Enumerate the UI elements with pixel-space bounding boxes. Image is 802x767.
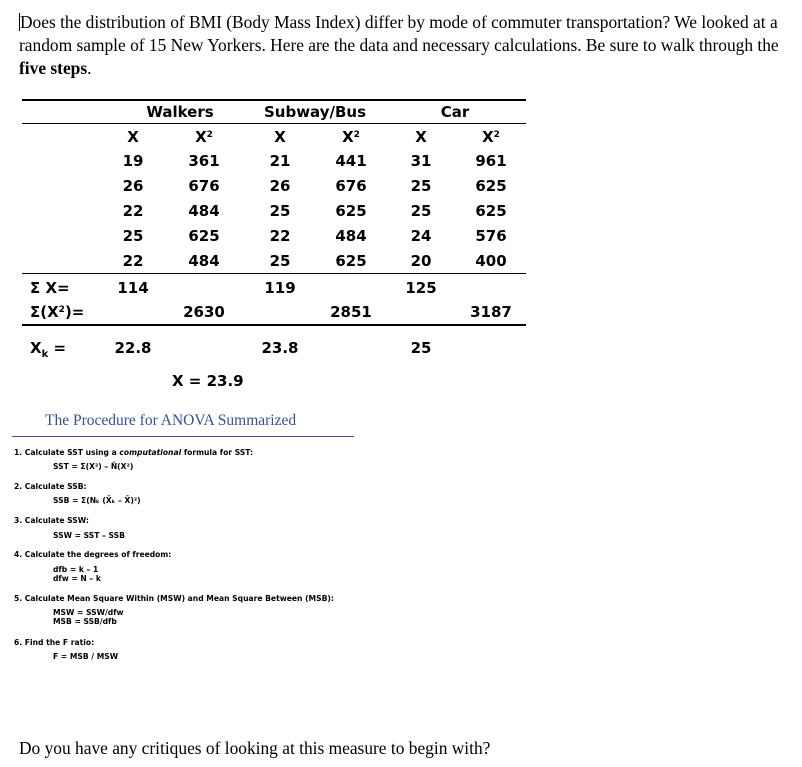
- step-2: 2. Calculate SSB:: [14, 482, 87, 491]
- intro-text: Does the distribution of BMI (Body Mass Index) differ by mode of commuter transportation? We looked at a random sample of 15 New Yorkers. Here are the data and necessary calculations. Be sure to walk through the: [19, 12, 779, 55]
- table-cell: 576: [475, 227, 507, 245]
- formula-ssb: SSB = Σ(Nₖ (X̄ₖ – X̄)²): [53, 496, 141, 505]
- table-cell: 25: [269, 252, 291, 270]
- formula-msb: MSB = SSB/dfb: [53, 617, 117, 626]
- table-cell: 19: [122, 152, 144, 170]
- table-cell: 22: [269, 227, 291, 245]
- sum-x2-walkers: 2630: [183, 303, 225, 321]
- table-cell: 26: [122, 177, 144, 195]
- table-cell: 31: [410, 152, 432, 170]
- intro-bold: five steps: [19, 58, 88, 78]
- table-cell: 20: [410, 252, 432, 270]
- sum-x2-label: $\Sigma(X^2)=$: [30, 303, 85, 321]
- table-cell: 25: [410, 177, 432, 195]
- intro-end: .: [87, 58, 92, 78]
- sum-x2-subway-bus: 2851: [330, 303, 372, 321]
- table-cell: 625: [475, 177, 507, 195]
- col-header-x: X: [274, 128, 286, 146]
- procedure-divider: [12, 436, 354, 437]
- formula-dfb: dfb = k – 1: [53, 565, 99, 574]
- table-cell: 676: [188, 177, 220, 195]
- formula-f-ratio: F = MSB / MSW: [53, 652, 119, 661]
- col-header-x: X: [127, 128, 139, 146]
- formula-ssw: SSW = SST – SSB: [53, 531, 125, 540]
- table-cell: 22: [122, 202, 144, 220]
- table-cell: 441: [335, 152, 367, 170]
- table-cell: 25: [122, 227, 144, 245]
- formula-msw: MSW = SSW/dfw: [53, 608, 124, 617]
- table-cell: 484: [335, 227, 367, 245]
- group-header-walkers: Walkers: [146, 103, 214, 121]
- formula-dfw: dfw = N – k: [53, 574, 101, 583]
- table-cell: 484: [188, 252, 220, 270]
- table-top-rule: [22, 99, 526, 101]
- grand-mean: X = 23.9: [172, 372, 244, 390]
- step-4: 4. Calculate the degrees of freedom:: [14, 550, 172, 559]
- step-1: 1. Calculate SST using a computational formula for SST:: [14, 448, 254, 457]
- sum-x-car: 125: [405, 279, 437, 297]
- group-header-subway-bus: Subway/Bus: [263, 103, 367, 121]
- table-body-rule: [22, 273, 526, 274]
- sum-x-walkers: 114: [117, 279, 149, 297]
- procedure-title: The Procedure for ANOVA Summarized: [45, 412, 297, 429]
- table-cell: 361: [188, 152, 220, 170]
- table-bottom-rule: [22, 324, 526, 326]
- mean-label: $X_k$ =: [30, 339, 67, 360]
- mean-walkers: 22.8: [114, 339, 152, 357]
- table-cell: 25: [269, 202, 291, 220]
- step-5: 5. Calculate Mean Square Within (MSW) and Mean Square Between (MSB):: [14, 594, 334, 603]
- step-6: 6. Find the F ratio:: [14, 638, 95, 647]
- table-cell: 484: [188, 202, 220, 220]
- intro-paragraph: [19, 11, 794, 80]
- mean-car: 25: [410, 339, 432, 357]
- col-header-x2: $X^2$: [342, 128, 360, 146]
- group-header-car: Car: [440, 103, 470, 121]
- table-cell: 625: [475, 202, 507, 220]
- table-cell: 625: [335, 252, 367, 270]
- formula-sst: SST = Σ(X²) – Ñ(X²): [53, 462, 134, 471]
- table-cell: 22: [122, 252, 144, 270]
- col-header-x2: $X^2$: [195, 128, 213, 146]
- table-cell: 625: [188, 227, 220, 245]
- col-header-x: X: [415, 128, 427, 146]
- table-cell: 24: [410, 227, 432, 245]
- mean-subway-bus: 23.8: [261, 339, 299, 357]
- sum-x-label: Σ X=: [30, 279, 70, 297]
- table-cell: 25: [410, 202, 432, 220]
- col-header-x2: $X^2$: [482, 128, 500, 146]
- table-cell: 26: [269, 177, 291, 195]
- table-cell: 625: [335, 202, 367, 220]
- table-cell: 400: [475, 252, 507, 270]
- sum-x2-car: 3187: [470, 303, 512, 321]
- table-cell: 21: [269, 152, 291, 170]
- critique-question: Do you have any critiques of looking at this measure to begin with?: [19, 738, 491, 758]
- table-header-rule: [22, 123, 526, 124]
- table-cell: 961: [475, 152, 507, 170]
- table-cell: 676: [335, 177, 367, 195]
- step-3: 3. Calculate SSW:: [14, 516, 89, 525]
- sum-x-subway-bus: 119: [264, 279, 296, 297]
